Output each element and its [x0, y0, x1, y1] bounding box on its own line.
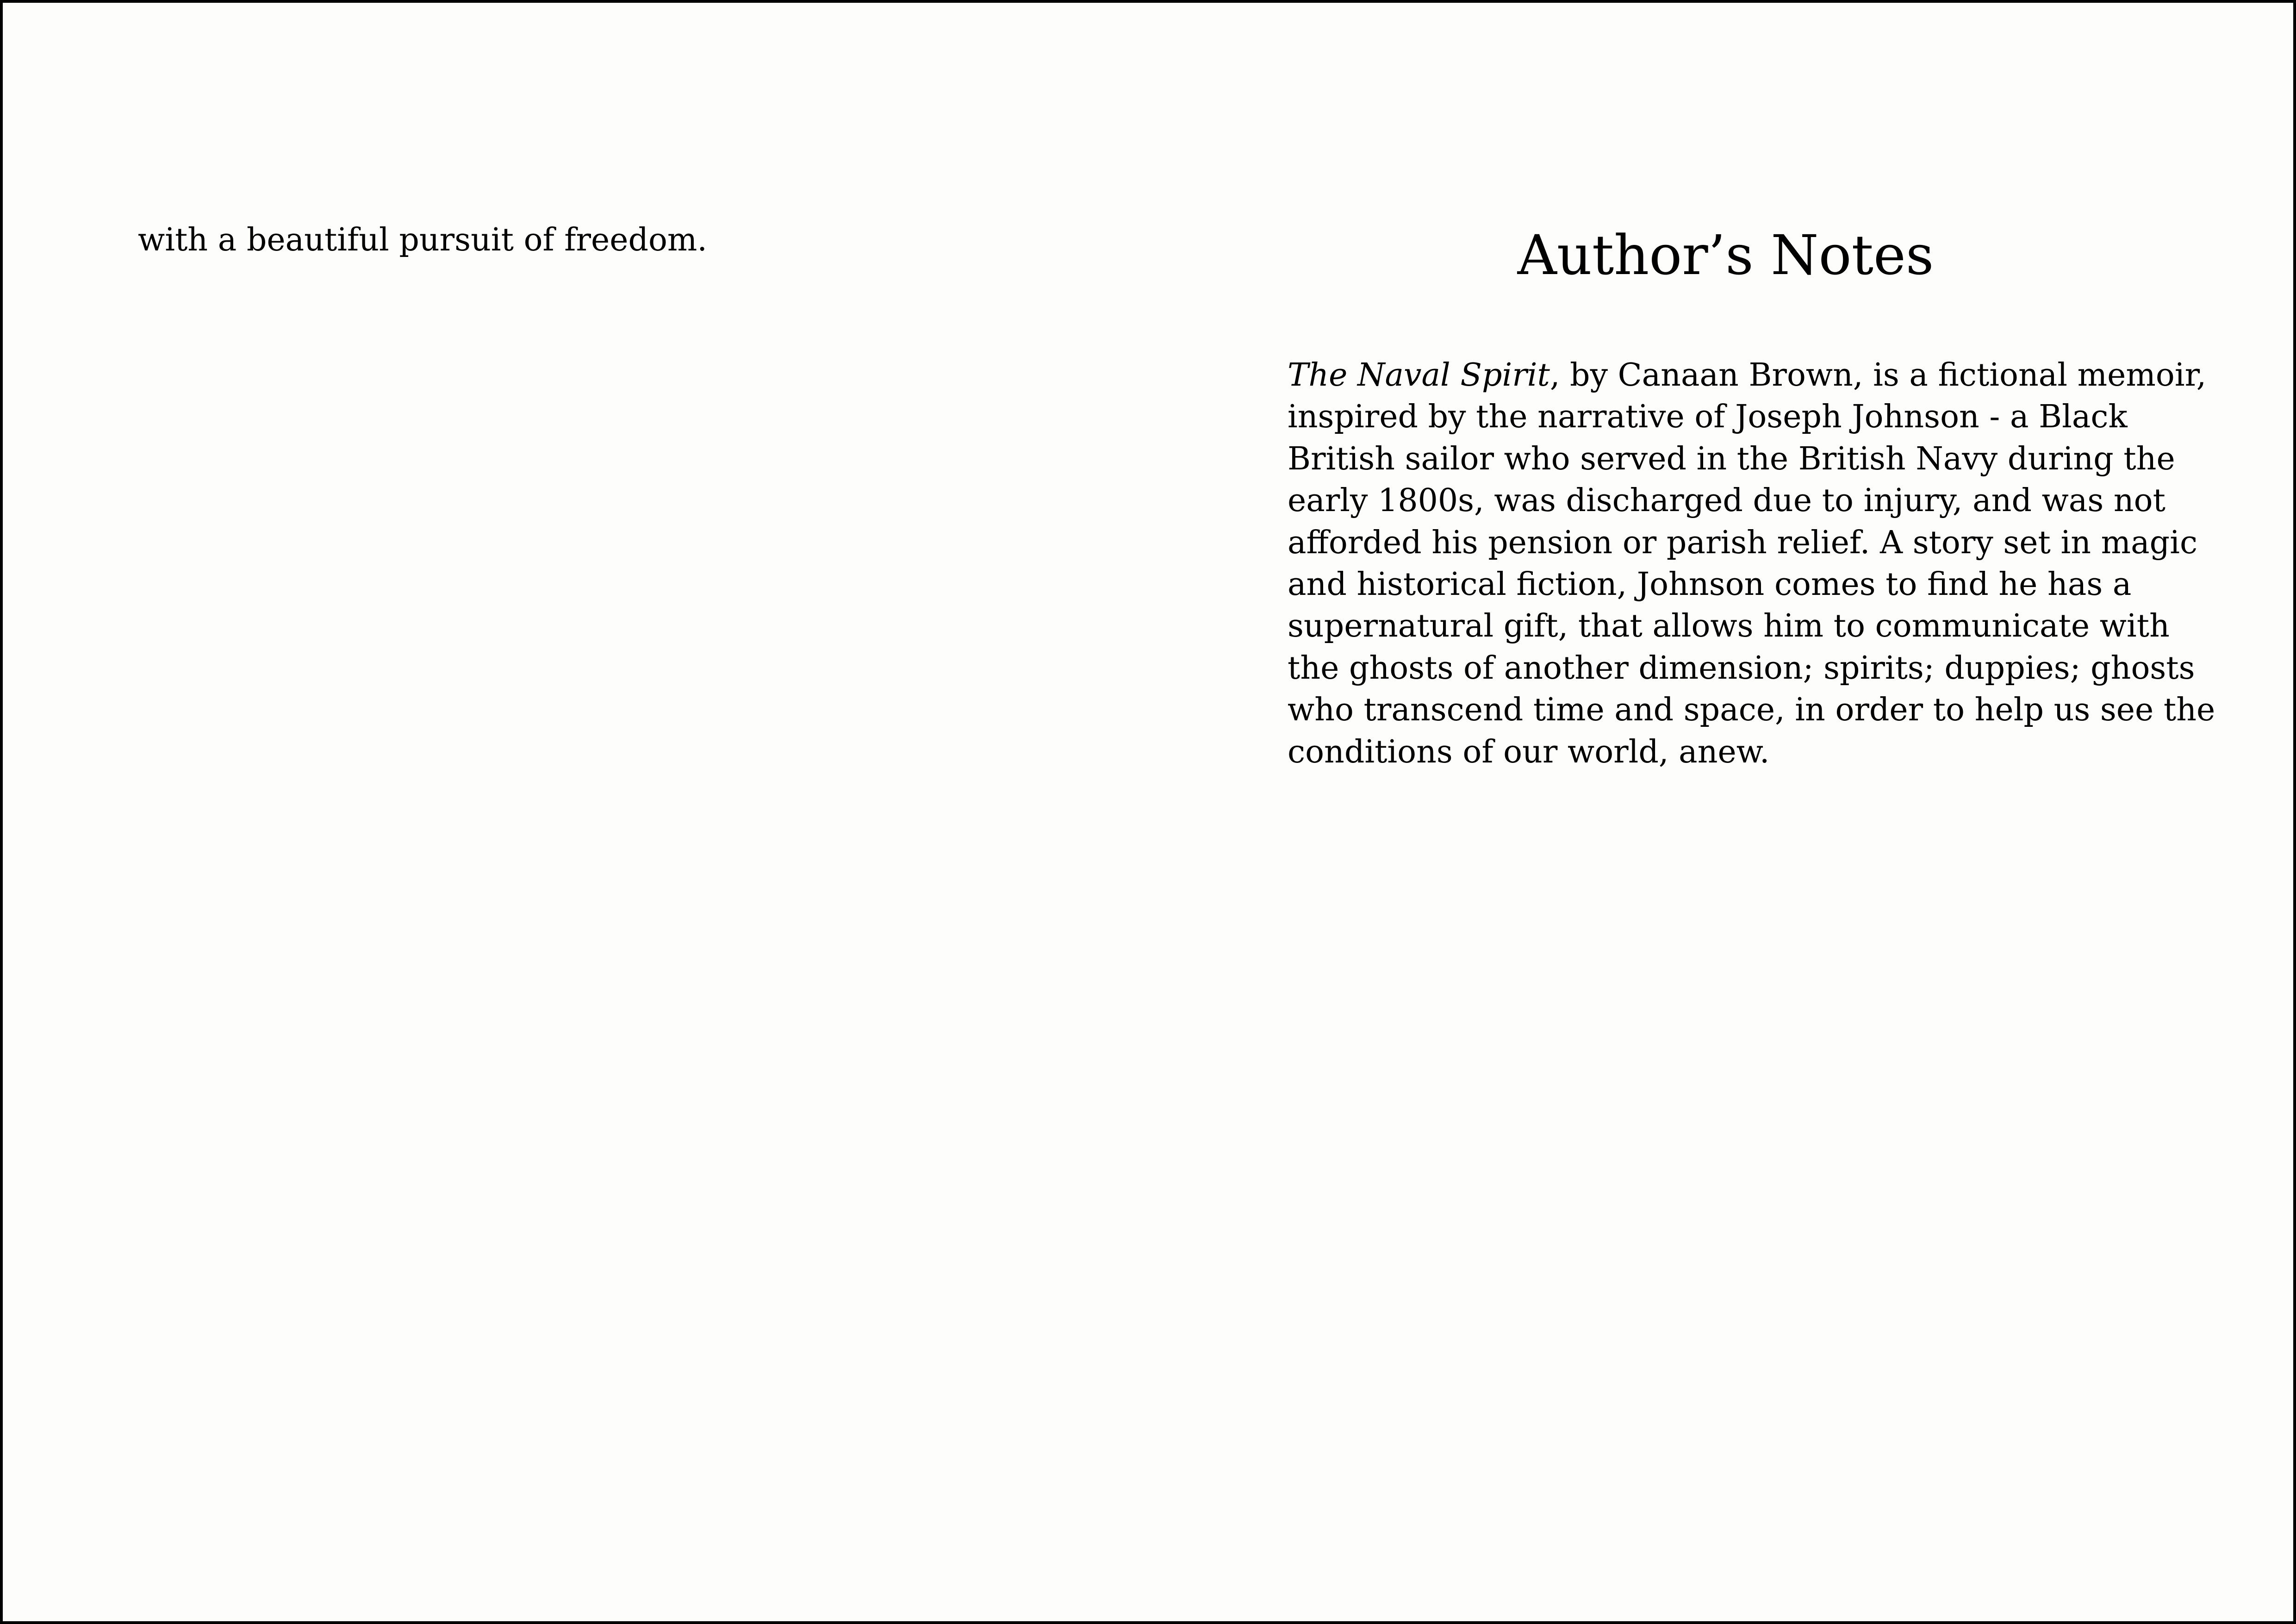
paragraph-line: inspired by the narrative of Joseph Johnson - a Black [1288, 399, 2128, 436]
paragraph-line: supernatural gift, that allows him to communicate with [1288, 608, 2170, 645]
left-page-text: with a beautiful pursuit of freedom. [138, 222, 708, 258]
authors-notes-paragraph [1288, 355, 2215, 773]
paragraph-line: afforded his pension or parish relief. A story set in magic [1288, 524, 2198, 561]
paragraph-line: and historical fiction, Johnson comes to find he has a [1288, 566, 2132, 603]
paragraph-line: who transcend time and space, in order to help us see the [1288, 692, 2215, 729]
paragraph-line-text: , by Canaan Brown, is a fictional memoir, [1549, 357, 2207, 394]
paragraph-line: early 1800s, was discharged due to injury, and was not [1288, 482, 2165, 519]
left-page [3, 3, 1151, 1621]
paragraph-line: the ghosts of another dimension; spirits; duppies; ghosts [1288, 650, 2195, 687]
book-title: The Naval Spirit [1288, 357, 1550, 394]
right-page [1151, 3, 2296, 1621]
page-title: Author’s Notes [1517, 223, 1934, 287]
paragraph-line: British sailor who served in the British Navy during the [1288, 440, 2175, 477]
paragraph-line [1288, 355, 2207, 396]
paragraph-line: conditions of our world, anew. [1288, 733, 1770, 770]
